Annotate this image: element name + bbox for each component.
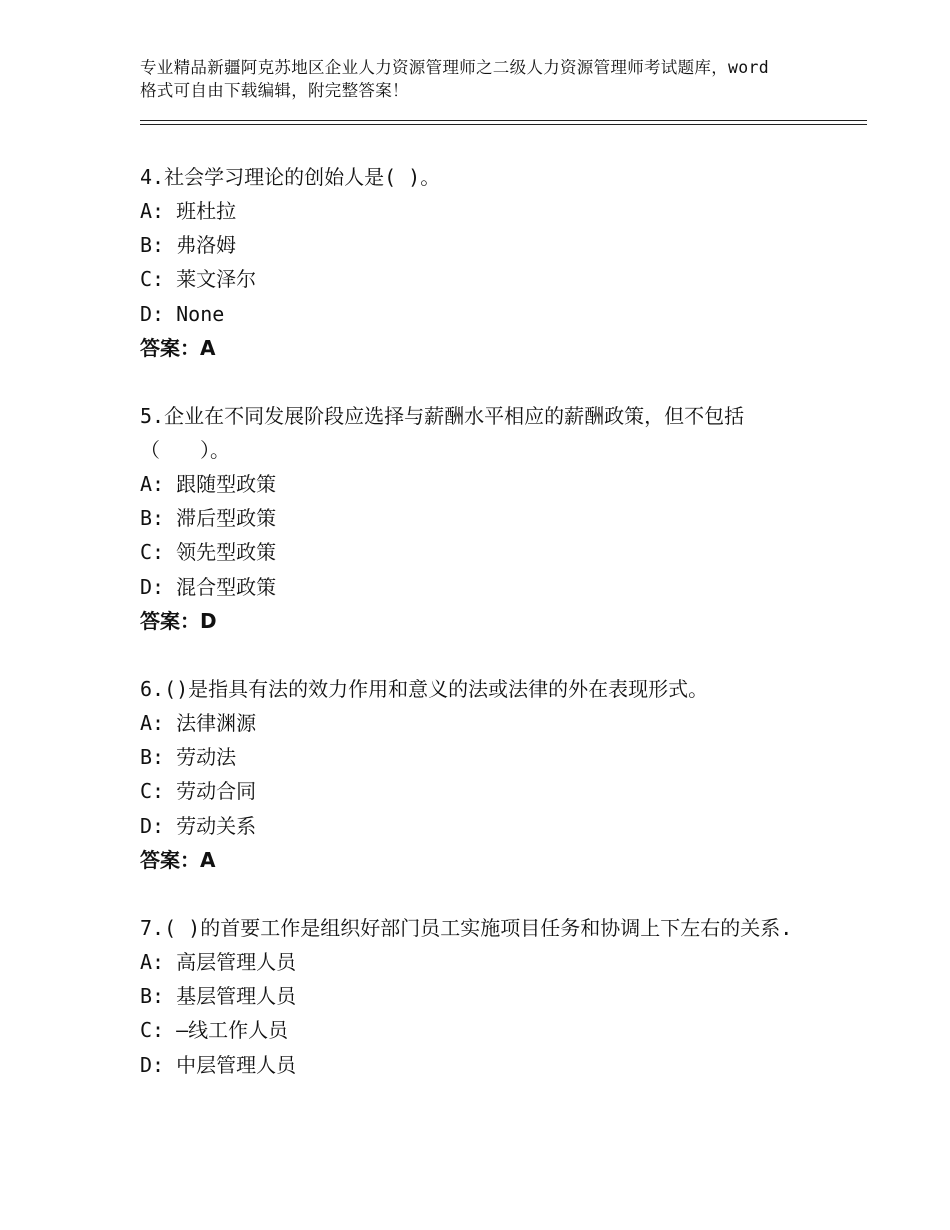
option-c: C: 领先型政策 (140, 540, 277, 565)
question-4 (140, 160, 810, 365)
option-d: D: 中层管理人员 (140, 1052, 297, 1077)
option-c: C: 莱文泽尔 (140, 267, 257, 292)
question-stem: 4.社会学习理论的创始人是( )。 (140, 165, 441, 189)
answer: 答案：D (140, 608, 217, 633)
document-header: 专业精品新疆阿克苏地区企业人力资源管理师之二级人力资源管理师考试题库，word格式可自由下载编辑，附完整答案！ (140, 58, 769, 100)
answer: 答案：A (140, 335, 216, 360)
option-d: D: None (140, 301, 225, 326)
option-b: B: 滞后型政策 (140, 506, 277, 531)
question-stem: 7.( )的首要工作是组织好部门员工实施项目任务和协调上下左右的关系. (140, 916, 793, 940)
header-divider-top (140, 120, 867, 121)
option-d: D: 劳动关系 (140, 813, 257, 838)
answer: 答案：A (140, 847, 216, 872)
option-c: C: —线工作人员 (140, 1018, 289, 1043)
header-divider-bottom (140, 124, 867, 125)
option-d: D: 混合型政策 (140, 574, 277, 599)
option-a: A: 班杜拉 (140, 199, 237, 223)
question-7 (140, 911, 810, 1082)
option-a: A: 跟随型政策 (140, 472, 277, 496)
question-stem: 6.()是指具有法的效力作用和意义的法或法律的外在表现形式。 (140, 677, 709, 701)
question-stem: 5.企业在不同发展阶段应选择与薪酬水平相应的薪酬政策，但不包括（ ）。 (140, 404, 745, 462)
option-b: B: 劳动法 (140, 745, 237, 770)
question-6 (140, 672, 810, 877)
option-c: C: 劳动合同 (140, 779, 257, 804)
option-a: A: 高层管理人员 (140, 950, 297, 974)
question-5 (140, 399, 810, 638)
option-b: B: 基层管理人员 (140, 984, 297, 1009)
option-b: B: 弗洛姆 (140, 233, 237, 258)
option-a: A: 法律渊源 (140, 711, 257, 735)
